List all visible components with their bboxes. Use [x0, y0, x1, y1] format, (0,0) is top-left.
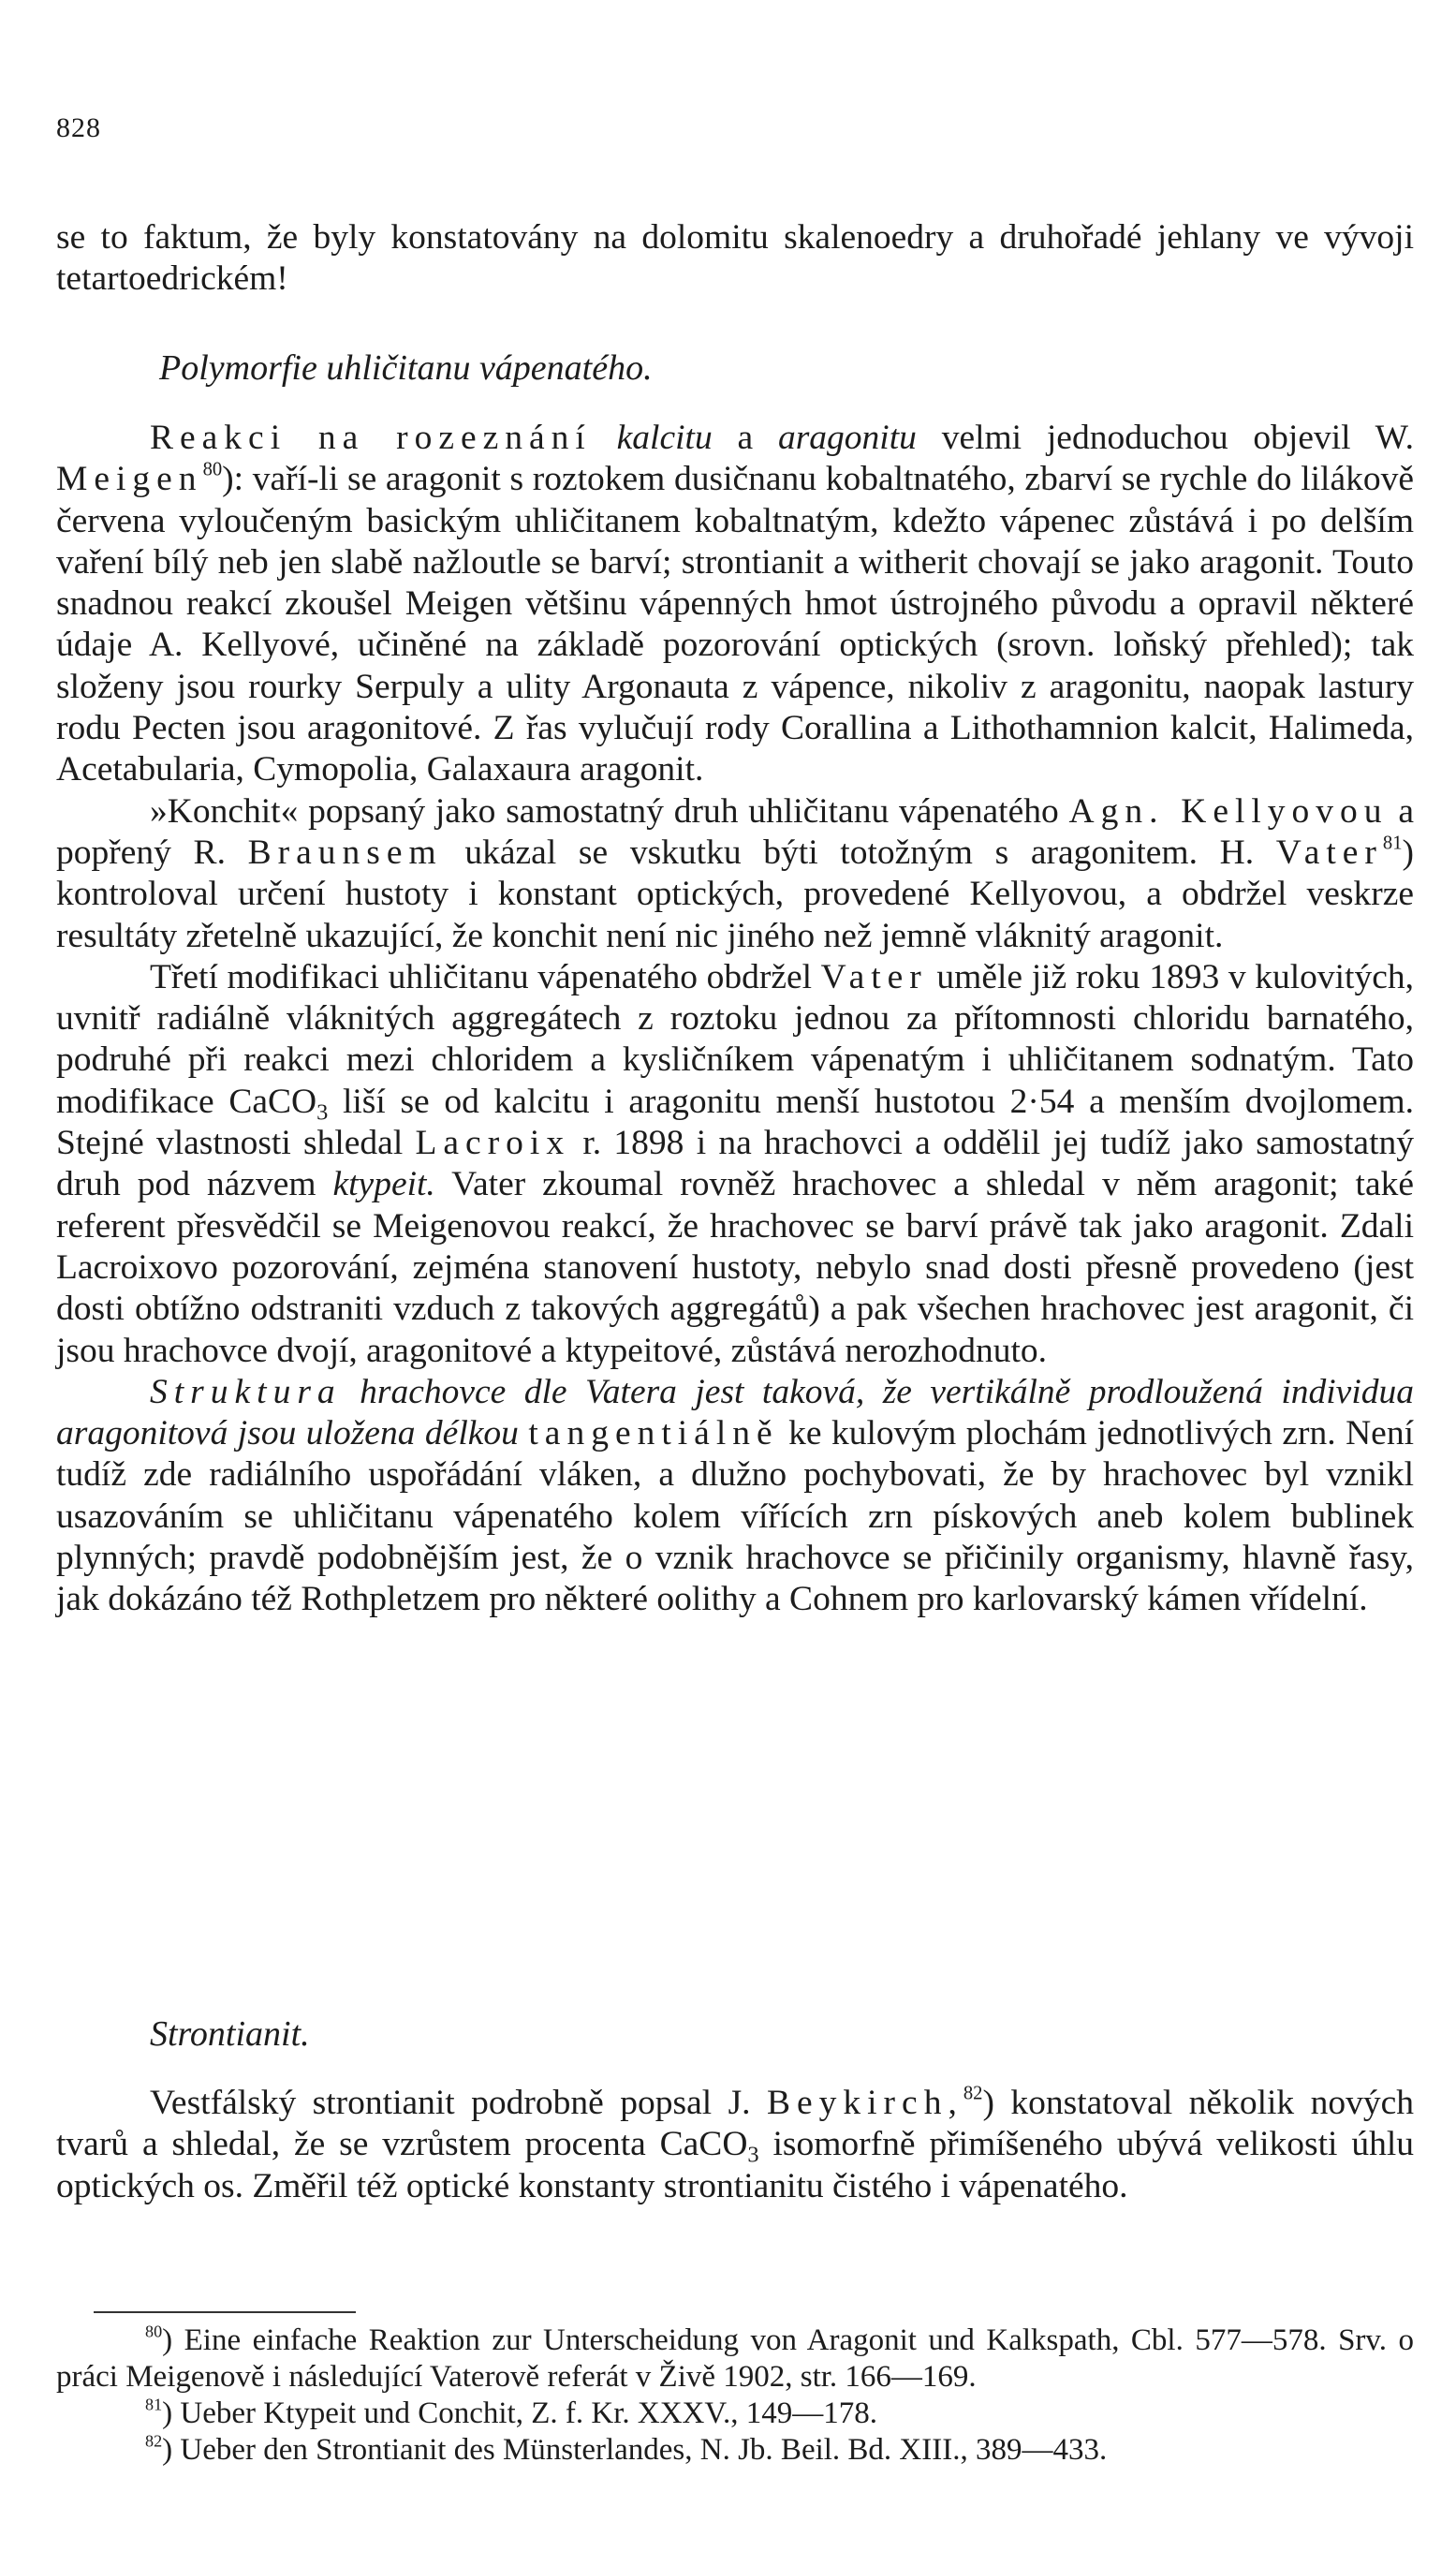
footnote-ref: 82 — [963, 2083, 983, 2104]
text-run: Třetí modifikaci uhličitanu vápenatého obdržel — [150, 957, 821, 996]
text-run: velmi jednoduchou objevil W. — [916, 419, 1414, 457]
footnotes — [56, 2322, 1414, 2469]
footnote-number: 80 — [145, 2322, 163, 2341]
section-strontianit-body — [56, 2083, 1414, 2207]
text-run: liší se od kalcitu i aragonitu menší hustotou 2·54 a menším dvojlomem. Stejné vlastnosti shledal — [56, 1082, 1414, 1163]
author-name: Agn. Kellyovou — [1068, 791, 1389, 831]
footnote-text: ) Ueber den Strontianit des Münsterlandes, N. Jb. Beil. Bd. XIII., 389—433. — [162, 2433, 1108, 2467]
italic-term: ktypeit. — [332, 1165, 435, 1204]
author-name: Beykirch, — [766, 2084, 963, 2122]
author-name: Lacroix — [415, 1124, 571, 1163]
section-heading-polymorfie: Polymorfie uhličitanu vápenatého. — [159, 348, 653, 388]
intro-paragraph — [56, 217, 1414, 301]
author-name: Vater — [1275, 833, 1383, 872]
spaced-text: Struktura — [150, 1372, 342, 1411]
paragraph — [56, 2083, 1414, 2207]
footnote-ref: 81 — [1382, 833, 1403, 854]
text-run: r. 1898 i na hrachovci a oddělil jej tudíž jako samostatný druh pod názvem — [56, 1124, 1414, 1204]
paragraph — [56, 791, 1414, 957]
author-name: Vater — [820, 957, 928, 996]
text-run: ): vaří-li se aragonit s roztokem dusičnanu kobaltnatého, zbarví se rychle do lilákově červena vyloučeným basickým uhličitanem kobaltnatým, kdežto vápenec zůstává i po delším vaření bílý neb jen slabě nažloutle se barví; strontianit a witherit chovají se jako aragonit. Touto snadnou reakcí zkoušel Meigen většinu vápenných hmot ústrojného původu a opravil některé údaje A. Kellyové, učiněné na základě pozorování optických (srovn. loňský přehled); tak složeny jsou rourky Serpuly a ulity Argonauta z vápence, nikoliv z aragonitu, naopak lastury rodu Pecten jsou aragonitové. Z řas vylučují rody Corallina a Lithothamnion kalcit, Halimeda, Acetabularia, Cymopolia, Galaxaura aragonit. — [56, 460, 1414, 789]
text-run: isomorfně přimíšeného ubývá velikosti úhlu optických os. Změřil též optické konstanty strontianitu čistého i vápenatého. — [56, 2125, 1414, 2205]
paragraph — [56, 957, 1414, 1372]
text-run: »Konchit« popsaný jako samostatný druh uhličitanu vápenatého — [150, 791, 1069, 831]
spaced-text: tangentiálně — [528, 1414, 779, 1453]
text-run: uměle již roku 1893 v kulovitých, uvnitř radiálně vláknitých aggregátech z roztoku jednou za přítomnosti chloridu barnatého, podruhé při reakci mezi chloridem a kysličníkem vápenatým i uhličitanem sodnatým. Tato modifikace CaCO — [56, 957, 1414, 1121]
text-run: a — [712, 419, 778, 457]
text-run: Vater zkoumal rovněž hrachovec a shledal v něm aragonit; také referent přesvědčil se Meigenovou reakcí, že hrachovec se barví právě tak jako aragonit. Zdali Lacroixovo pozorování, zejména stanovení hustoty, nebylo snad dosti přesně provedeno (jest dosti obtížno odstraniti vzduch z takových aggregátů) a pak všechen hrachovec jest aragonit, či jsou hrachovce dvojí, aragonitové a ktypeitové, zůstává nerozhodnuto. — [56, 1165, 1415, 1370]
paragraph — [56, 1372, 1414, 1621]
footnote-number: 81 — [145, 2395, 163, 2414]
intro-text: se to faktum, že byly konstatovány na dolomitu skalenoedry a druhořadé jehlany ve vývoji tetartoedrickém! — [56, 218, 1414, 299]
footnote-text: ) Ueber Ktypeit und Conchit, Z. f. Kr. XXXV., 149—178. — [162, 2396, 877, 2430]
subscript: 3 — [316, 1099, 329, 1126]
italic-text: hrachovce dle Vatera jest taková, že vertikálně prodloužená individua aragonitová jsou uložena délkou — [56, 1372, 1414, 1453]
footnote-text: ) Eine einfache Reaktion zur Unterscheidung von Aragonit und Kalkspath, Cbl. 577—578. Srv. o práci Meigenově i následující Vaterově referát v Živě 1902, str. 166—169. — [56, 2323, 1414, 2394]
footnote-divider — [94, 2311, 356, 2313]
text-run: ukázal se vskutku býti totožným s aragonitem. H. — [442, 833, 1276, 872]
text-run: Vestfálský strontianit podrobně popsal J. — [150, 2084, 767, 2122]
author-name: Meigen — [56, 460, 203, 499]
paragraph — [56, 418, 1414, 791]
text-run: a popřený R. — [56, 791, 1414, 872]
text-run: ) kontroloval určení hustoty i konstant optických, provedené Kellyovou, a obdržel veskrze resultáty zřetelně ukazující, že konchit není nic jiného než jemně vláknitý aragonit. — [56, 833, 1414, 955]
author-name: Braunsem — [247, 833, 443, 872]
text-run: ke kulovým plochám jednotlivých zrn. Není tudíž zde radiálního uspořádání vláken, a dlužno pochybovati, že by hrachovec byl vznikl usazováním se uhličitanu vápenatého kolem vířících zrn pískových aneb kolem bublinek plynných; pravdě podobnějším jest, že o vznik hrachovce se přičinily organismy, hlavně řasy, jak dokázáno též Rothpletzem pro některé oolithy a Cohnem pro karlovarský kámen vřídelní. — [56, 1414, 1414, 1619]
section-polymorfie-body — [56, 418, 1414, 1621]
footnote-number: 82 — [145, 2431, 163, 2451]
text-run: ) konstatoval několik nových tvarů a shledal, že se vzrůstem procenta CaCO — [56, 2084, 1414, 2164]
footnote — [56, 2322, 1414, 2396]
spaced-text: Reakci na rozeznání — [150, 419, 592, 457]
subscript: 3 — [747, 2142, 759, 2168]
italic-term: kalcitu — [616, 419, 713, 457]
italic-term: aragonitu — [777, 419, 917, 457]
text-run — [592, 419, 617, 457]
footnote — [56, 2432, 1414, 2469]
footnote-ref: 80 — [202, 459, 223, 480]
footnote — [56, 2396, 1414, 2432]
page-number: 828 — [56, 112, 101, 143]
section-heading-strontianit: Strontianit. — [150, 2014, 310, 2054]
